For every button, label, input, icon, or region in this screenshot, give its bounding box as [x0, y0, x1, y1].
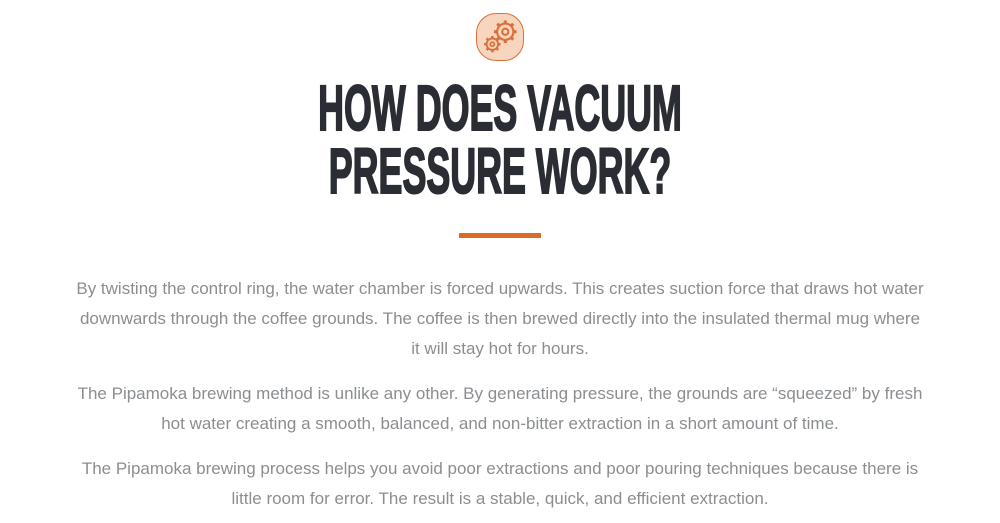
paragraph-1: By twisting the control ring, the water chamber is forced upwards. This creates suction force that draws hot water downwards through the coffee grounds. The coffee is then brewed directly into the insulated thermal mug where it will stay hot for hours.	[76, 279, 924, 358]
gears-icon	[477, 14, 523, 60]
paragraph-2: The Pipamoka brewing method is unlike any other. By generating pressure, the grounds are “squeezed” by fresh hot water creating a smooth, balanced, and non-bitter extraction in a short amount of time.	[77, 384, 923, 433]
heading-line-1: HOW DOES VACUUM	[318, 72, 682, 144]
gears-badge	[476, 13, 524, 61]
section-heading	[220, 72, 780, 207]
accent-divider	[459, 233, 541, 238]
vacuum-pressure-section	[0, 13, 1000, 523]
body-copy	[0, 274, 1000, 514]
paragraph-3: The Pipamoka brewing process helps you avoid poor extractions and poor pouring techniques because there is little room for error. The result is a stable, quick, and efficient extraction.	[81, 459, 919, 508]
heading-line-2: PRESSURE WORK?	[328, 135, 672, 207]
